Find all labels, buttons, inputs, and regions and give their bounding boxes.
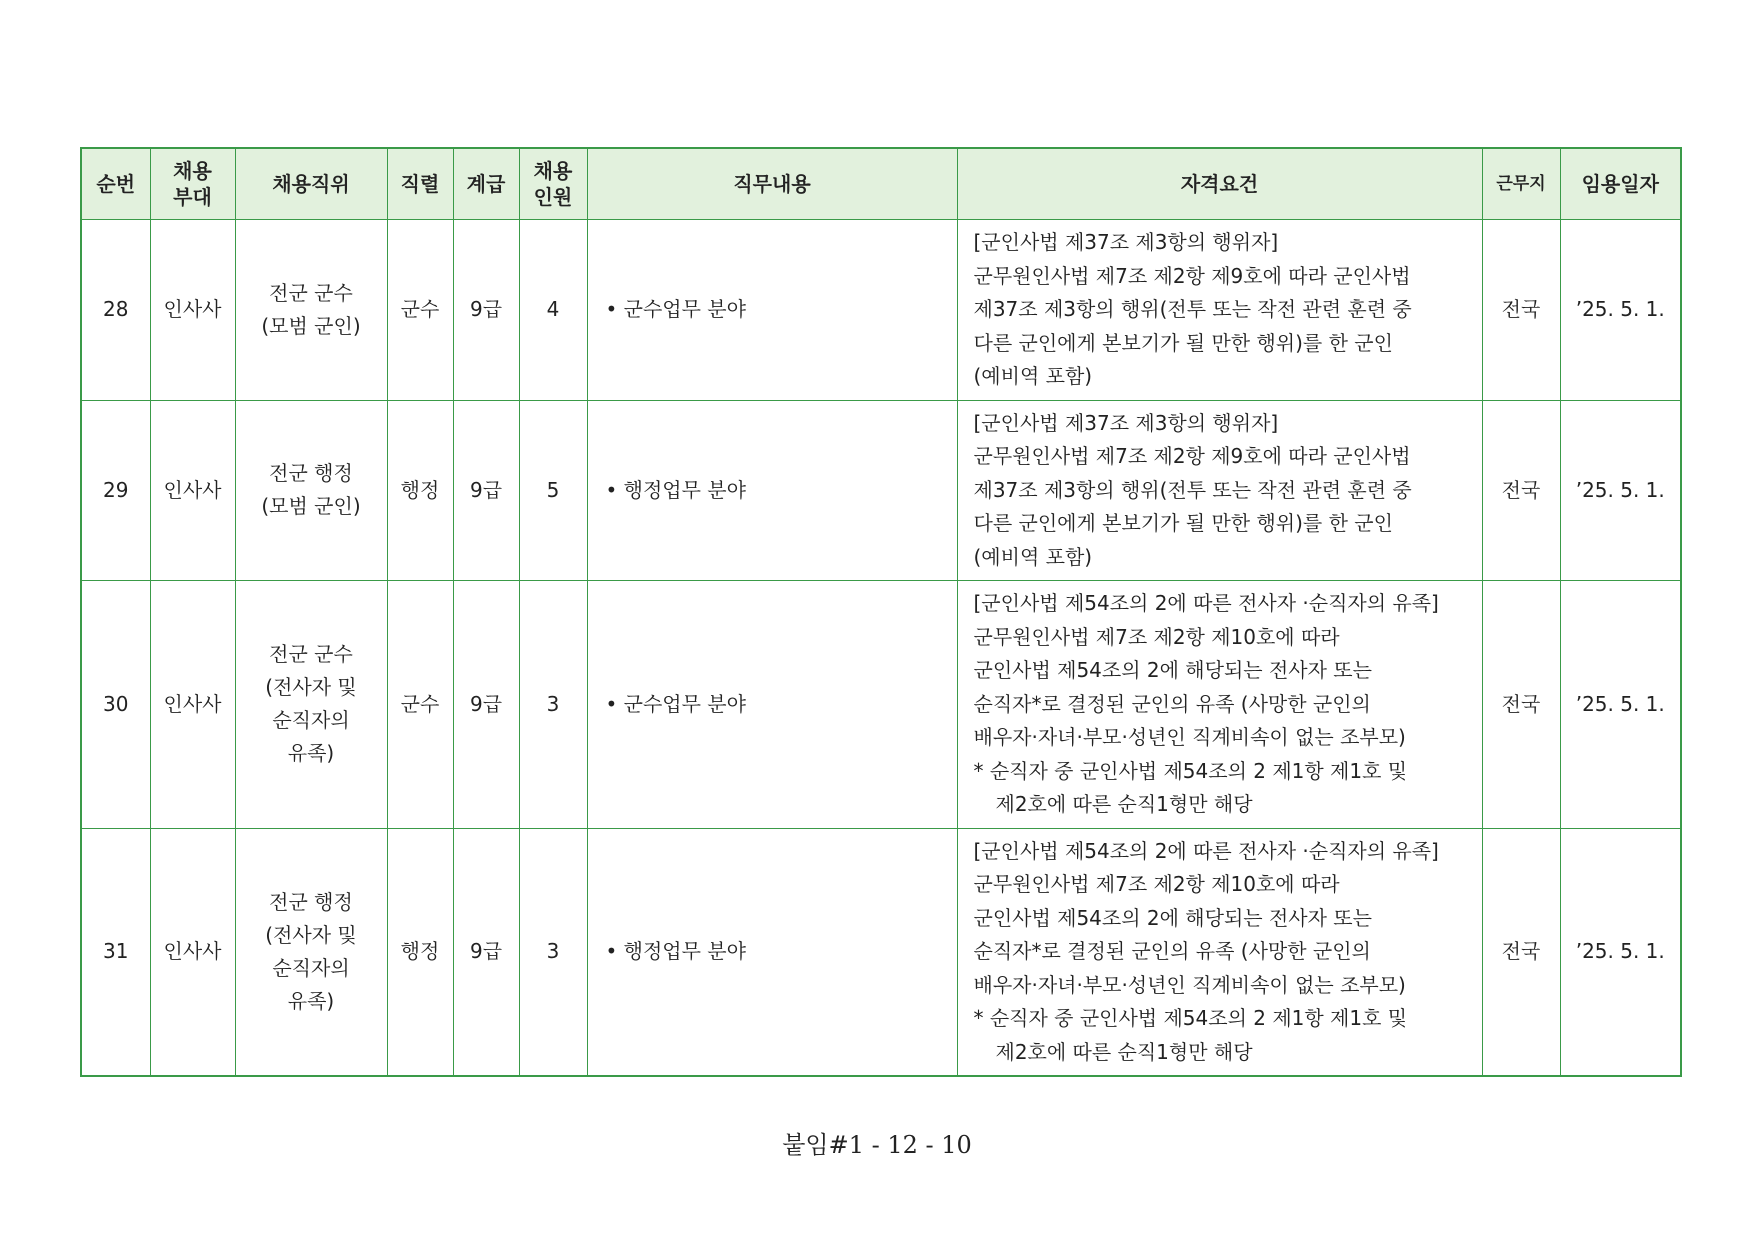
requirement-line: 배우자·자녀·부모·성년인 직계비속이 없는 조부모)	[973, 972, 1406, 997]
header-location: 근무지	[1482, 148, 1560, 220]
table-header-row	[81, 148, 1681, 220]
requirement-line: 군인사법 제54조의 2에 해당되는 전사자 또는	[973, 905, 1372, 930]
cell-series: 행정	[387, 828, 453, 1076]
cell-location: 전국	[1482, 220, 1560, 401]
cell-unit: 인사사	[150, 400, 235, 581]
cell-seq: 31	[81, 828, 150, 1076]
requirement-line: [군인사법 제37조 제3항의 행위자]	[973, 410, 1279, 435]
cell-count: 3	[519, 828, 587, 1076]
cell-series: 군수	[387, 220, 453, 401]
requirement-line: 군인사법 제54조의 2에 해당되는 전사자 또는	[973, 658, 1372, 682]
header-position: 채용직위	[235, 148, 387, 220]
requirement-line: 군무원인사법 제7조 제2항 제10호에 따라	[973, 624, 1340, 649]
requirement-line: 군무원인사법 제7조 제2항 제9호에 따라 군인사법	[973, 263, 1411, 288]
cell-duty: • 행정업무 분야	[587, 828, 957, 1076]
table-row	[81, 400, 1681, 581]
cell-unit: 인사사	[150, 581, 235, 829]
cell-date: ’25. 5. 1.	[1560, 220, 1681, 401]
cell-count: 3	[519, 581, 587, 829]
cell-location: 전국	[1482, 400, 1560, 581]
header-series: 직렬	[387, 148, 453, 220]
requirement-line: 군무원인사법 제7조 제2항 제9호에 따라 군인사법	[973, 444, 1411, 468]
table-row	[81, 220, 1681, 401]
header-date: 임용일자	[1560, 148, 1681, 220]
cell-seq: 28	[81, 220, 150, 401]
cell-position: 전군 군수 (전사자 및 순직자의 유족)	[235, 581, 387, 829]
table-row	[81, 828, 1681, 1076]
table-body	[81, 220, 1681, 1077]
cell-date: ’25. 5. 1.	[1560, 400, 1681, 581]
cell-requirements	[957, 220, 1482, 401]
cell-position: 전군 행정 (전사자 및 순직자의 유족)	[235, 828, 387, 1076]
header-requirements: 자격요건	[957, 148, 1482, 220]
requirement-line: 순직자*로 결정된 군인의 유족 (사망한 군인의	[973, 691, 1371, 716]
cell-grade: 9급	[453, 400, 519, 581]
cell-duty: • 군수업무 분야	[587, 220, 957, 401]
requirement-note-line: 제2호에 따른 순직1형만 해당	[995, 792, 1253, 816]
cell-requirements	[957, 828, 1482, 1076]
page-footer: 붙임#1 - 12 - 10	[782, 1131, 972, 1159]
header-unit: 채용 부대	[150, 148, 235, 220]
cell-grade: 9급	[453, 220, 519, 401]
recruitment-table	[80, 147, 1682, 1077]
requirement-line: [군인사법 제37조 제3항의 행위자]	[973, 230, 1279, 254]
requirement-line: (예비역 포함)	[973, 544, 1093, 569]
cell-requirements	[957, 400, 1482, 581]
requirement-note-line: * 순직자 중 군인사법 제54조의 2 제1항 제1호 및	[973, 1006, 1408, 1030]
requirement-line: (예비역 포함)	[973, 364, 1093, 388]
requirement-line: 다른 군인에게 본보기가 될 만한 행위)를 한 군인	[973, 511, 1393, 535]
requirement-line: 제37조 제3항의 행위(전투 또는 작전 관련 훈련 중	[973, 297, 1412, 321]
requirement-line: 제37조 제3항의 행위(전투 또는 작전 관련 훈련 중	[973, 477, 1412, 502]
requirement-line: 순직자*로 결정된 군인의 유족 (사망한 군인의	[973, 939, 1371, 963]
requirement-note-line: 제2호에 따른 순직1형만 해당	[995, 1039, 1253, 1064]
requirement-note-line: * 순직자 중 군인사법 제54조의 2 제1항 제1호 및	[973, 758, 1408, 783]
cell-seq: 30	[81, 581, 150, 829]
cell-count: 4	[519, 220, 587, 401]
cell-seq: 29	[81, 400, 150, 581]
cell-location: 전국	[1482, 828, 1560, 1076]
requirement-line: 배우자·자녀·부모·성년인 직계비속이 없는 조부모)	[973, 725, 1406, 749]
header-seq: 순번	[81, 148, 150, 220]
cell-unit: 인사사	[150, 828, 235, 1076]
cell-requirements	[957, 581, 1482, 829]
header-duty: 직무내용	[587, 148, 957, 220]
cell-date: ’25. 5. 1.	[1560, 581, 1681, 829]
requirement-line: [군인사법 제54조의 2에 따른 전사자 ·순직자의 유족]	[973, 838, 1439, 863]
header-grade: 계급	[453, 148, 519, 220]
cell-position: 전군 군수 (모범 군인)	[235, 220, 387, 401]
header-count: 채용 인원	[519, 148, 587, 220]
cell-grade: 9급	[453, 828, 519, 1076]
cell-duty: • 행정업무 분야	[587, 400, 957, 581]
requirement-line: 다른 군인에게 본보기가 될 만한 행위)를 한 군인	[973, 330, 1393, 355]
table-row	[81, 581, 1681, 829]
requirement-line: [군인사법 제54조의 2에 따른 전사자 ·순직자의 유족]	[973, 591, 1439, 615]
cell-series: 행정	[387, 400, 453, 581]
cell-grade: 9급	[453, 581, 519, 829]
cell-count: 5	[519, 400, 587, 581]
cell-position: 전군 행정 (모범 군인)	[235, 400, 387, 581]
cell-unit: 인사사	[150, 220, 235, 401]
cell-date: ’25. 5. 1.	[1560, 828, 1681, 1076]
cell-duty: • 군수업무 분야	[587, 581, 957, 829]
recruitment-table-container	[80, 147, 1682, 1077]
cell-series: 군수	[387, 581, 453, 829]
requirement-line: 군무원인사법 제7조 제2항 제10호에 따라	[973, 872, 1340, 896]
cell-location: 전국	[1482, 581, 1560, 829]
